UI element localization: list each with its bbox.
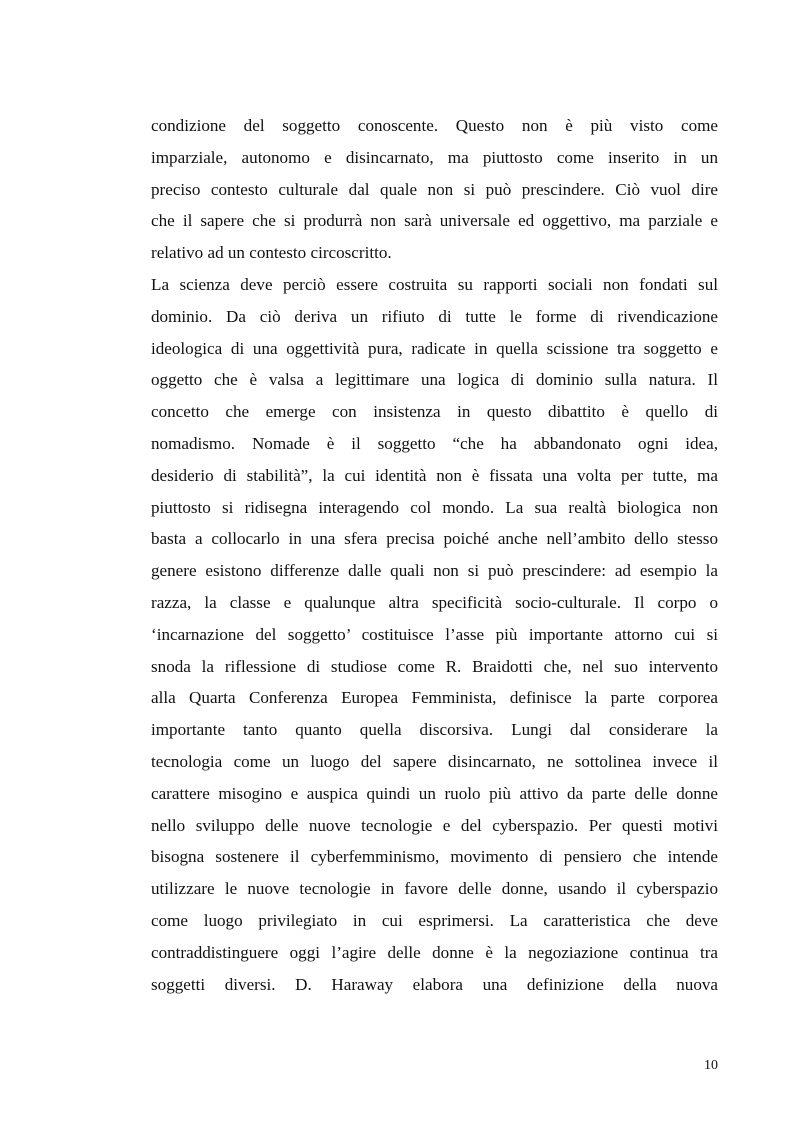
- text-line: concetto che emerge con insistenza in questo dibattito è quello di: [151, 402, 718, 422]
- text-line: importante tanto quanto quella discorsiva. Lungi dal considerare la: [151, 720, 718, 740]
- text-line: ‘incarnazione del soggetto’ costituisce l’asse più importante attorno cui si: [151, 624, 718, 644]
- body-text: [151, 110, 718, 1000]
- text-line: desiderio di stabilità”, la cui identità non è fissata una volta per tutte, ma: [151, 465, 718, 485]
- text-line: alla Quarta Conferenza Europea Femminista, definisce la parte corporea: [151, 688, 718, 708]
- text-line: snoda la riflessione di studiose come R. Braidotti che, nel suo intervento: [151, 656, 718, 676]
- text-line: utilizzare le nuove tecnologie in favore delle donne, usando il cyberspazio: [151, 879, 718, 899]
- text-line: che il sapere che si produrrà non sarà universale ed oggettivo, ma parziale e: [151, 211, 718, 231]
- text-line: ideologica di una oggettività pura, radicate in quella scissione tra soggetto e: [151, 338, 718, 358]
- text-line: condizione del soggetto conoscente. Questo non è più visto come: [151, 116, 718, 135]
- text-line: dominio. Da ciò deriva un rifiuto di tutte le forme di rivendicazione: [151, 306, 718, 326]
- text-line: bisogna sostenere il cyberfemminismo, movimento di pensiero che intende: [151, 847, 718, 867]
- text-line: piuttosto si ridisegna interagendo col mondo. La sua realtà biologica non: [151, 497, 718, 517]
- text-line: soggetti diversi. D. Haraway elabora una definizione della nuova: [151, 974, 718, 994]
- text-line: nello sviluppo delle nuove tecnologie e del cyberspazio. Per questi motivi: [151, 815, 718, 835]
- text-line: razza, la classe e qualunque altra specificità socio-culturale. Il corpo o: [151, 592, 718, 612]
- text-line: oggetto che è valsa a legittimare una logica di dominio sulla natura. Il: [151, 370, 718, 390]
- page-number: 10: [704, 1058, 718, 1073]
- text-line: La scienza deve perciò essere costruita su rapporti sociali non fondati sul: [151, 274, 718, 294]
- text-line: carattere misogino e auspica quindi un ruolo più attivo da parte delle donne: [151, 783, 718, 803]
- text-line: relativo ad un contesto circoscritto.: [151, 243, 392, 263]
- text-line: contraddistinguere oggi l’agire delle donne è la negoziazione continua tra: [151, 942, 718, 962]
- text-line: preciso contesto culturale dal quale non si può prescindere. Ciò vuol dire: [151, 179, 718, 199]
- text-line: come luogo privilegiato in cui esprimersi. La caratteristica che deve: [151, 910, 718, 930]
- text-line: imparziale, autonomo e disincarnato, ma piuttosto come inserito in un: [151, 147, 718, 167]
- text-line: tecnologia come un luogo del sapere disincarnato, ne sottolinea invece il: [151, 751, 718, 771]
- text-line: basta a collocarlo in una sfera precisa poiché anche nell’ambito dello stesso: [151, 529, 718, 549]
- text-line: nomadismo. Nomade è il soggetto “che ha abbandonato ogni idea,: [151, 433, 718, 453]
- text-line: genere esistono differenze dalle quali non si può prescindere: ad esempio la: [151, 561, 718, 581]
